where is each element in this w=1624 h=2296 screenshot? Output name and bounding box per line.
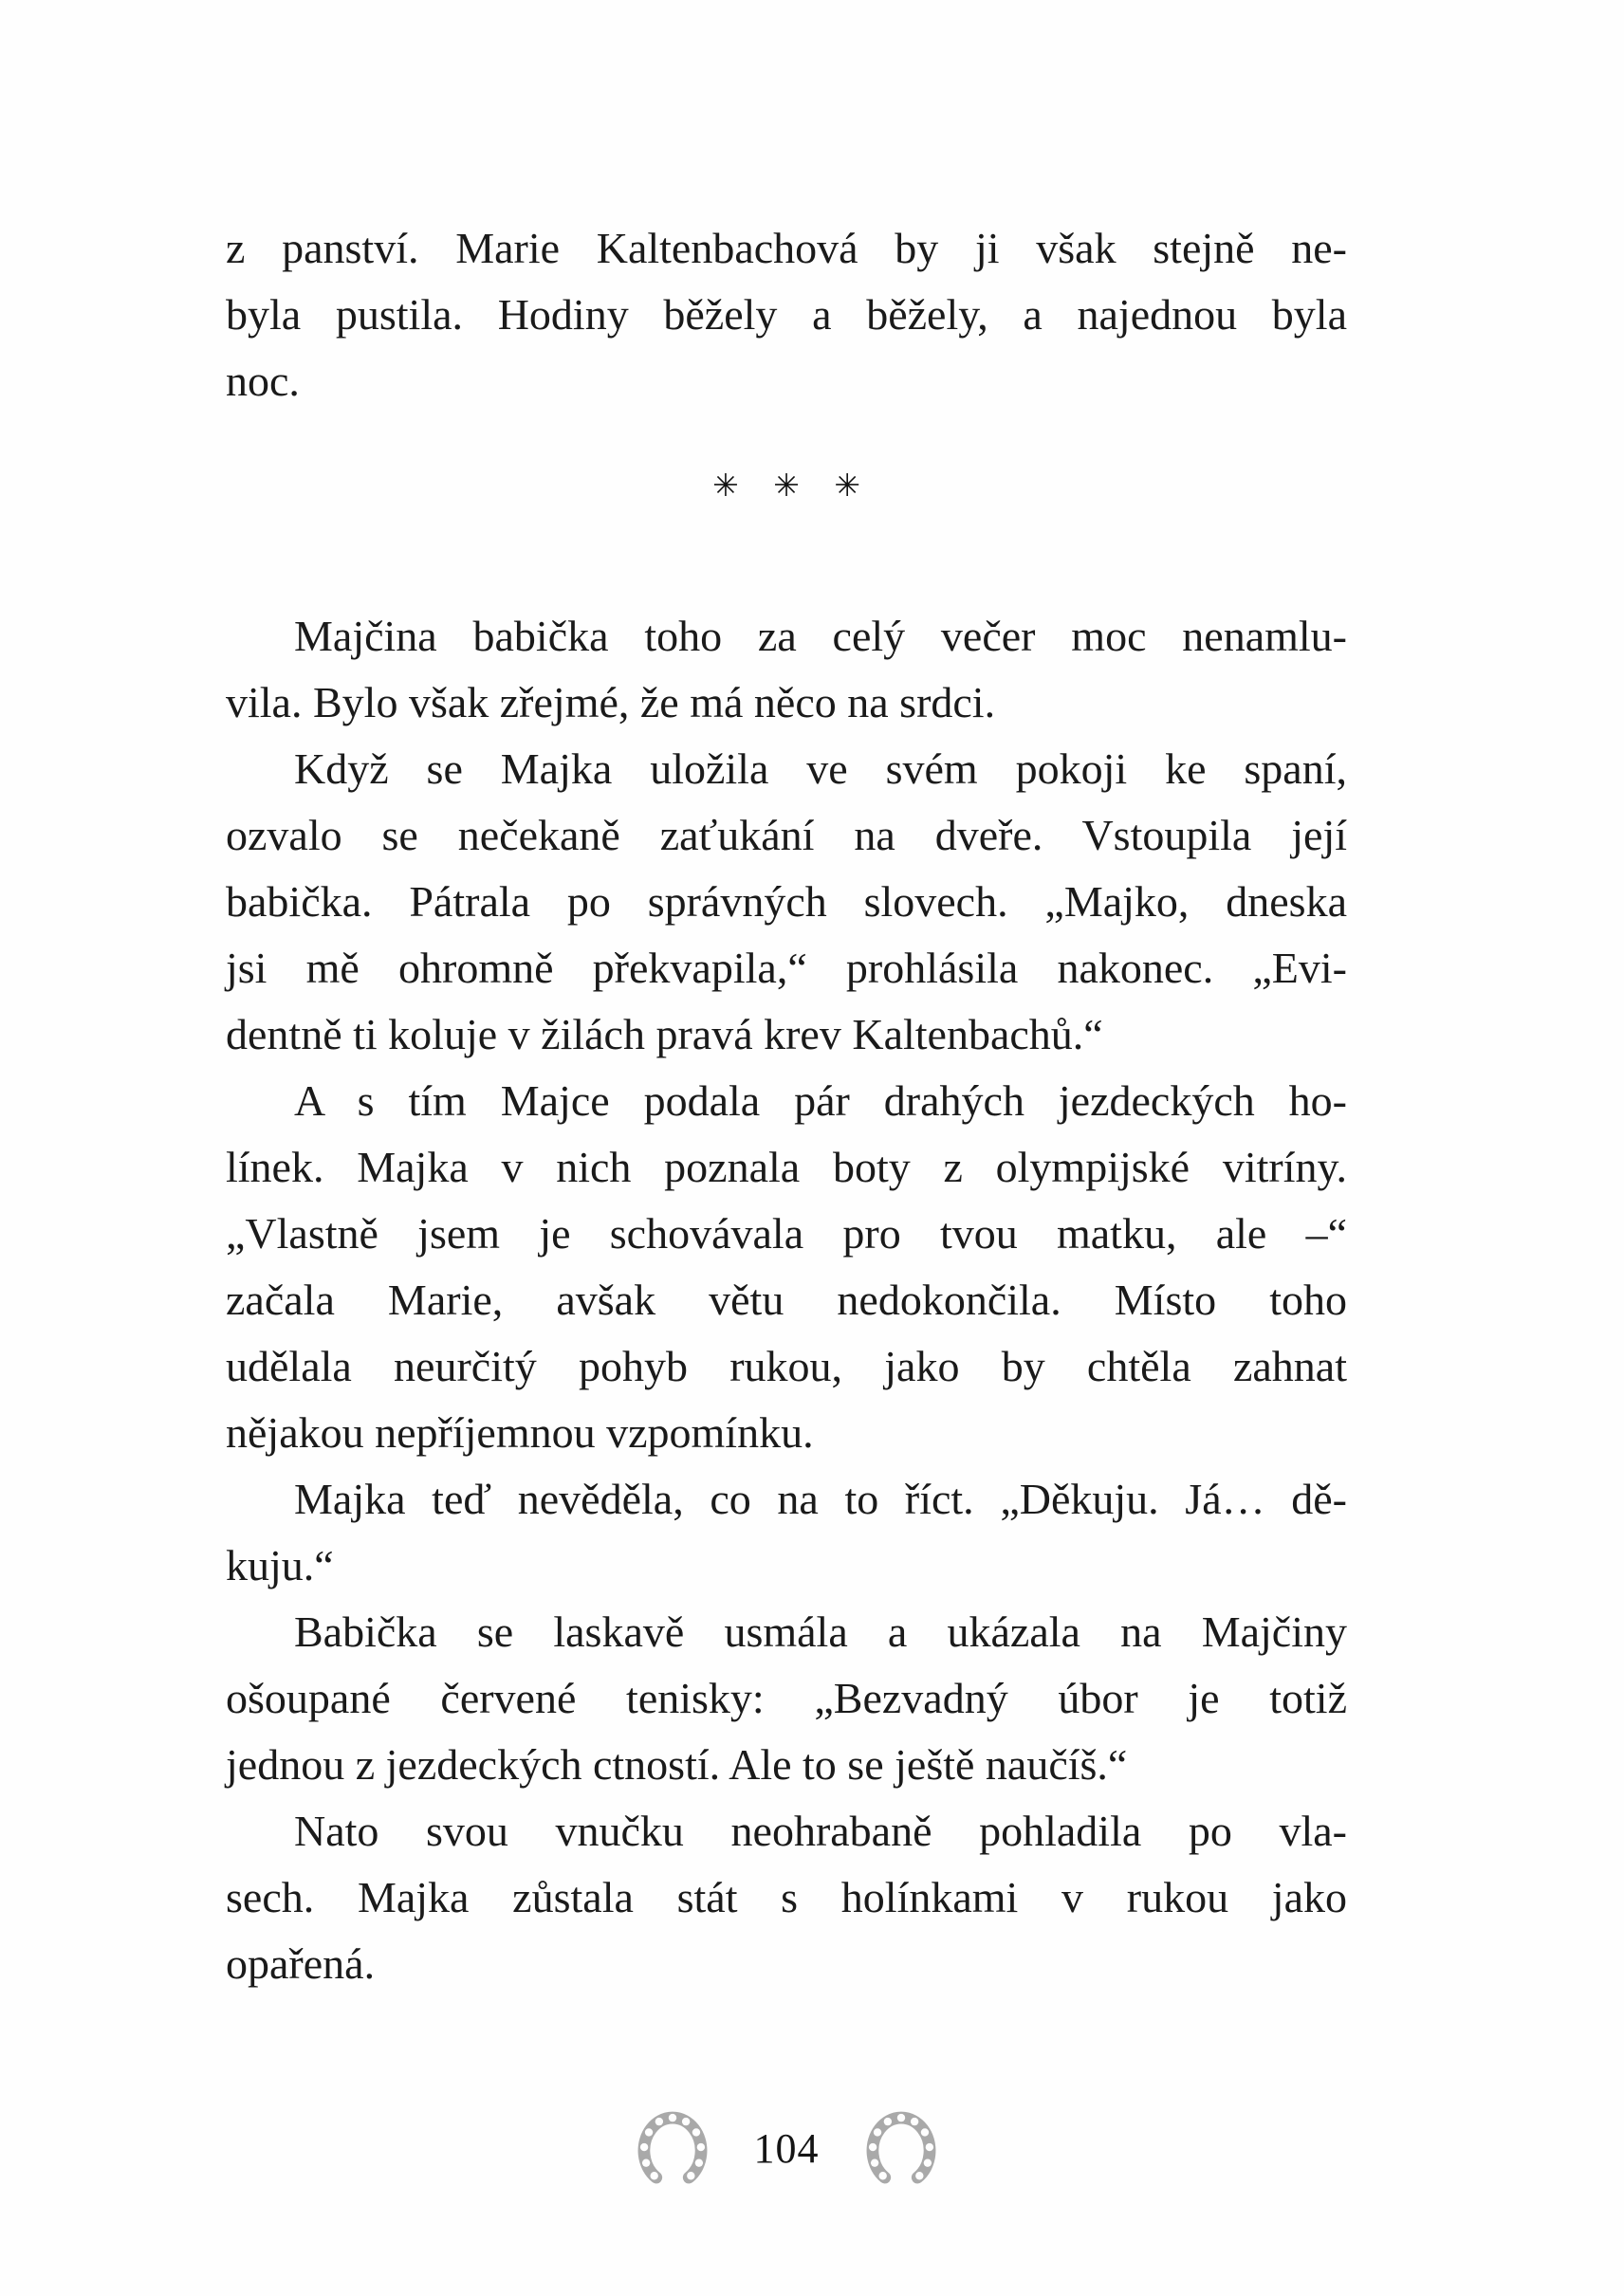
text-line: A s tím Majce podala pár drahých jezdeckých ho- xyxy=(294,1076,1347,1125)
text-line: opařená. xyxy=(226,1939,376,1988)
text-line: sech. Majka zůstala stát s holínkami v rukou jako xyxy=(226,1873,1347,1921)
body-text xyxy=(226,215,1347,1997)
text-line: Babička se laskavě usmála a ukázala na Majčiny xyxy=(294,1607,1347,1656)
text-line: z panství. Marie Kaltenbachová by ji však stejně ne- xyxy=(226,224,1347,272)
text-line: dentně ti koluje v žilách pravá krev Kaltenbachů.“ xyxy=(226,1010,1103,1058)
horseshoe-icon xyxy=(862,2107,940,2189)
text-line: udělala neurčitý pohyb rukou, jako by chtěla zahnat xyxy=(226,1342,1347,1390)
horseshoe-icon xyxy=(634,2107,711,2189)
text-line: vila. Bylo však zřejmé, že má něco na srdci. xyxy=(226,678,996,726)
section-separator-asterisks: ✳ ✳ ✳ xyxy=(712,467,860,504)
text-line: jednou z jezdeckých ctností. Ale to se ještě naučíš.“ xyxy=(226,1740,1128,1789)
page-footer xyxy=(226,2107,1347,2189)
text-line: byla pustila. Hodiny běžely a běžely, a najednou byla xyxy=(226,290,1347,339)
spacer xyxy=(226,414,1347,452)
text-line: Nato svou vnučku neohrabaně pohladila po vla- xyxy=(294,1807,1347,1855)
text-line: Když se Majka uložila ve svém pokoji ke spaní, xyxy=(294,744,1347,793)
text-line: „Vlastně jsem je schovávala pro tvou matku, ale –“ xyxy=(226,1209,1347,1258)
text-line: začala Marie, avšak větu nedokončila. Místo toho xyxy=(226,1276,1347,1324)
page-number: 104 xyxy=(753,2124,820,2172)
text-line: babička. Pátrala po správných slovech. „Majko, dneska xyxy=(226,877,1347,926)
text-line: jsi mě ohromně překvapila,“ prohlásila nakonec. „Evi- xyxy=(226,944,1347,992)
text-line: ošoupané červené tenisky: „Bezvadný úbor je totiž xyxy=(226,1674,1347,1722)
text-line: Majčina babička toho za celý večer moc nenamlu- xyxy=(294,612,1347,660)
text-line: línek. Majka v nich poznala boty z olympijské vitríny. xyxy=(226,1143,1347,1191)
text-line: noc. xyxy=(226,357,300,405)
text-line: Majka teď nevěděla, co na to říct. „Děkuju. Já… dě- xyxy=(294,1475,1347,1523)
text-line: kuju.“ xyxy=(226,1541,334,1589)
text-line: ozvalo se nečekaně zaťukání na dveře. Vstoupila její xyxy=(226,811,1347,859)
text-line: nějakou nepříjemnou vzpomínku. xyxy=(226,1408,814,1457)
spacer xyxy=(226,519,1347,603)
